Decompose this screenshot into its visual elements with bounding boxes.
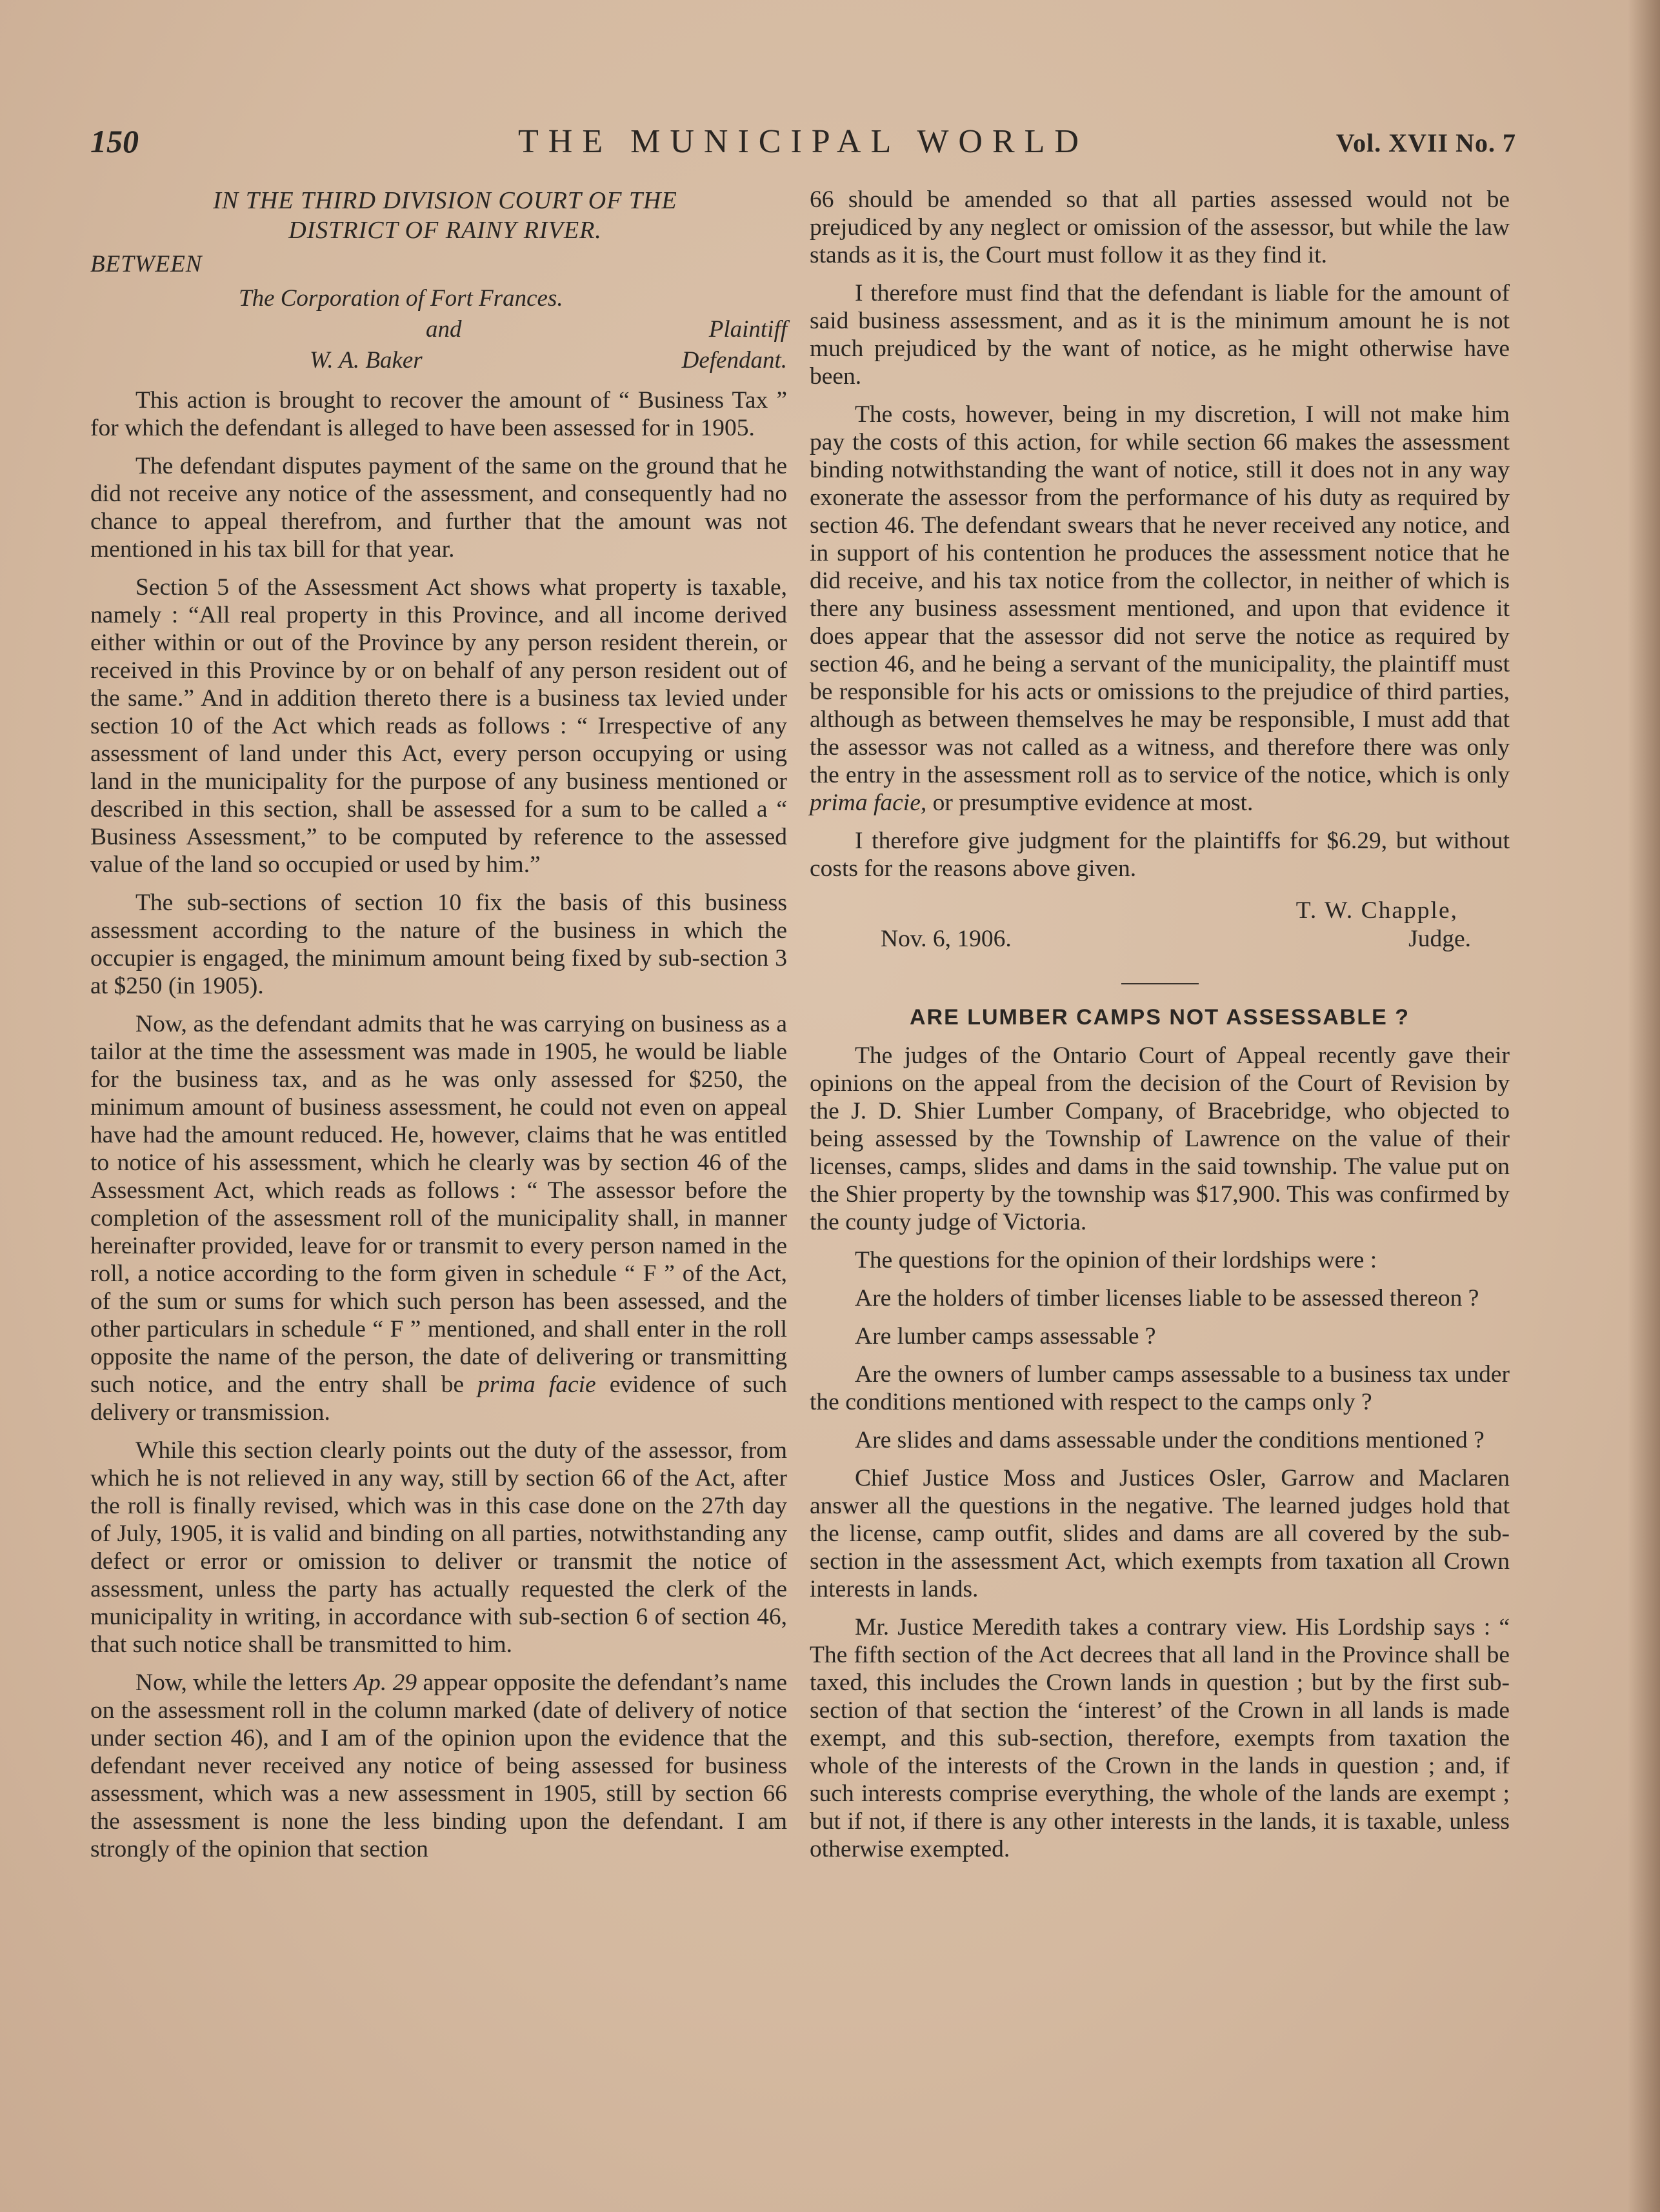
and-word: and — [426, 316, 462, 343]
paragraph-continued: 66 should be amended so that all parties assessed would not be prejudiced by any neglect or omission of the assessor, but while the law stands as it is, the Court must follow it as they find it. — [810, 186, 1510, 268]
article-heading: ARE LUMBER CAMPS NOT ASSESSABLE ? — [909, 1005, 1410, 1030]
paragraph-text-tail: evidence of such delivery or transmission. — [90, 1371, 787, 1426]
between-label: BETWEEN — [90, 251, 203, 277]
plaintiff-name: The Corporation of Fort Frances. — [239, 285, 563, 312]
right-column — [810, 186, 1510, 1873]
page-header — [90, 123, 1516, 174]
ap29-italic: Ap. 29 — [354, 1669, 417, 1696]
paragraph: I therefore must find that the defendant is liable for the amount of said business assessment, and as it is the minimum amount he is not much prejudiced by the want of notice, as he might otherwise have been. — [810, 280, 1510, 390]
paragraph: Mr. Justice Meredith takes a contrary view. His Lordship says : “ The fifth section of the Act decrees that all land in the Province shall be taxed, this includes the Crown lands in question ; but by the first sub-section of that section the ‘interest’ of the Crown in all lands is made exempt, and this sub-section, therefore, exempts from taxation the whole of the interests of the Crown in the lands in question ; and, if such interests comprise everything, the whole of the lands are exempt ; but if not, if there is any other interests in the lands, it is taxable, unless otherwise exempted. — [810, 1614, 1510, 1862]
page-number: 150 — [90, 123, 139, 159]
paragraph: Chief Justice Moss and Justices Osler, Garrow and Maclaren answer all the questions in the negative. The learned judges hold that the license, camp outfit, slides and dams are all covered by the sub-section in the assessment Act, which exempts from taxation all Crown interests in lands. — [810, 1465, 1510, 1602]
question-paragraph: Are the owners of lumber camps assessable to a business tax under the conditions mentioned with respect to the camps only ? — [810, 1361, 1510, 1415]
defendant-name: W. A. Baker — [310, 347, 423, 374]
paragraph-section-46 — [90, 1010, 787, 1426]
question-paragraph: Are slides and dams assessable under the conditions mentioned ? — [855, 1427, 1485, 1453]
paragraph: The judges of the Ontario Court of Appeal recently gave their opinions on the appeal from the decision of the Court of Revision by the J. D. Shier Lumber Company, of Bracebridge, who objected to being assessed by the Township of Lawrence on the value of their licenses, camps, slides and dams in the said township. The value put on the Shier property by the township was $17,900. This was confirmed by the county judge of Victoria. — [810, 1042, 1510, 1235]
prima-facie-italic: prima facie, — [810, 790, 927, 816]
defendant-line — [90, 346, 787, 377]
defendant-label: Defendant. — [681, 347, 787, 374]
paragraph: This action is brought to recover the amount of “ Business Tax ” for which the defendant is alleged to have been assessed for in 1905. — [90, 387, 787, 441]
page-edge-shadow — [1628, 0, 1660, 2212]
paragraph-text-tail: or presumptive evidence at most. — [932, 790, 1254, 816]
judge-name: T. W. Chapple, — [1295, 897, 1458, 924]
plaintiff-label: Plaintiff — [708, 316, 787, 343]
judge-signature — [810, 897, 1510, 968]
paragraph: Section 5 of the Assessment Act shows what property is taxable, namely : “All real property in this Province, and all income derived either within or out of the Province by any person resident therein, or received in this Province by or on behalf of any person resident out of the same.” And in addition thereto there is a business tax levied under section 10 of the Act which reads as follows : “ Irrespective of any assessment of land under this Act, every person occupying or using land in the municipality for the purpose of any business mentioned or described in this section, shall be assessed for a sum to be called a “ Business Assessment,” to be computed by reference to the assessed value of the land so occupied or used by him.” — [90, 574, 787, 878]
masthead-title: THE MUNICIPAL WORLD — [518, 123, 1088, 160]
section-divider — [1121, 983, 1199, 984]
paragraph-text: The costs, however, being in my discretion, I will not make him pay the costs of this action, for while section 66 makes the assessment binding notwithstanding the want of notice, still it does not in any way exonerate the assessor from the performance of his duty as required by section 46. The defendant swears that he never received any notice, and in support of his contention he produces the assessment notice that he did receive, and his tax notice from the collector, in neither of which is there any business assessment mentioned, and upon that evidence it does appear that the assessor did not serve the notice as required by section 46, and he being a servant of the municipality, the plaintiff must be responsible for his acts or omissions to the prejudice of third parties, although as between themselves he may be responsible, I must add that the assessor was not called as a witness, and therefore there was only the entry in the assessment roll as to service of the notice, which is only — [810, 401, 1510, 788]
judge-title: Judge. — [1408, 926, 1471, 952]
paragraph-costs — [810, 401, 1510, 817]
court-line-2: DISTRICT OF RAINY RIVER. — [288, 217, 602, 244]
paragraph-ap29 — [90, 1669, 787, 1863]
paragraph-text-tail: appear opposite the defendant’s name on the assessment roll in the column marked (date of delivery of notice under section 46), and I am of the opinion upon the evidence that the defendant never received any notice of being assessed for business assessment, which was a new assessment in 1905, still by section 66 the assessment is none the less binding upon the defendant. I am strongly of the opinion that section — [90, 1669, 788, 1862]
paragraph: The defendant disputes payment of the same on the ground that he did not receive any notice of the assessment, and consequently had no chance to appeal therefrom, and further that the amount was not mentioned in his tax bill for that year. — [90, 453, 787, 563]
paragraph-text: Now, while the letters — [135, 1669, 348, 1696]
paragraph-judgment: I therefore give judgment for the plaintiffs for $6.29, but without costs for the reasons above given. — [810, 828, 1510, 882]
left-column — [90, 186, 787, 1873]
court-heading — [90, 186, 787, 245]
volume-number: Vol. XVII No. 7 — [1335, 128, 1516, 157]
prima-facie-italic: prima facie — [477, 1371, 596, 1398]
paragraph: The sub-sections of section 10 fix the basis of this business assessment according to the nature of the business in which the occupier is engaged, the minimum amount being fixed by sub-section 3 at $250 (in 1905). — [90, 890, 787, 999]
judgment-date: Nov. 6, 1906. — [881, 926, 1012, 952]
court-line-1: IN THE THIRD DIVISION COURT OF THE — [213, 187, 677, 214]
paragraph-text: Now, as the defendant admits that he was carrying on business as a tailor at the time the assessment was made in 1905, he would be liable for the business tax, and as he was only assessed for $250, the minimum amount of business assessment, he could not even on appeal have had the amount reduced. He, however, claims that he was entitled to notice of his assessment, which he clearly was by section 46 of the Assessment Act, which reads as follows : “ The assessor before the completion of the assessment roll of the municipality shall, in manner hereinafter provided, leave for or transmit to every person named in the roll, a notice according to the form given in schedule “ F ” of the Act, of the sum or sums for which such person has been assessed, and the other particulars in schedule “ F ” mentioned, and shall enter in the roll opposite the name of the person, the date of delivering or transmitting such notice, and the entry shall be — [90, 1011, 787, 1398]
paragraph: While this section clearly points out the duty of the assessor, from which he is not relieved in any way, still by section 66 of the Act, after the roll is finally revised, which was in this case done on the 27th day of July, 1905, it is valid and binding on all parties, notwithstanding any defect or error or omission to deliver or transmit the notice of assessment, unless the party has actually requested the clerk of the municipality in writing, in accordance with sub-section 6 of section 46, that such notice shall be transmitted to him. — [90, 1437, 787, 1658]
question-paragraph: Are the holders of timber licenses liable to be assessed thereon ? — [855, 1285, 1479, 1311]
paragraph: The questions for the opinion of their lordships were : — [855, 1247, 1377, 1273]
question-paragraph: Are lumber camps assessable ? — [855, 1323, 1156, 1350]
and-line — [90, 315, 787, 346]
plaintiff-line — [90, 284, 787, 315]
